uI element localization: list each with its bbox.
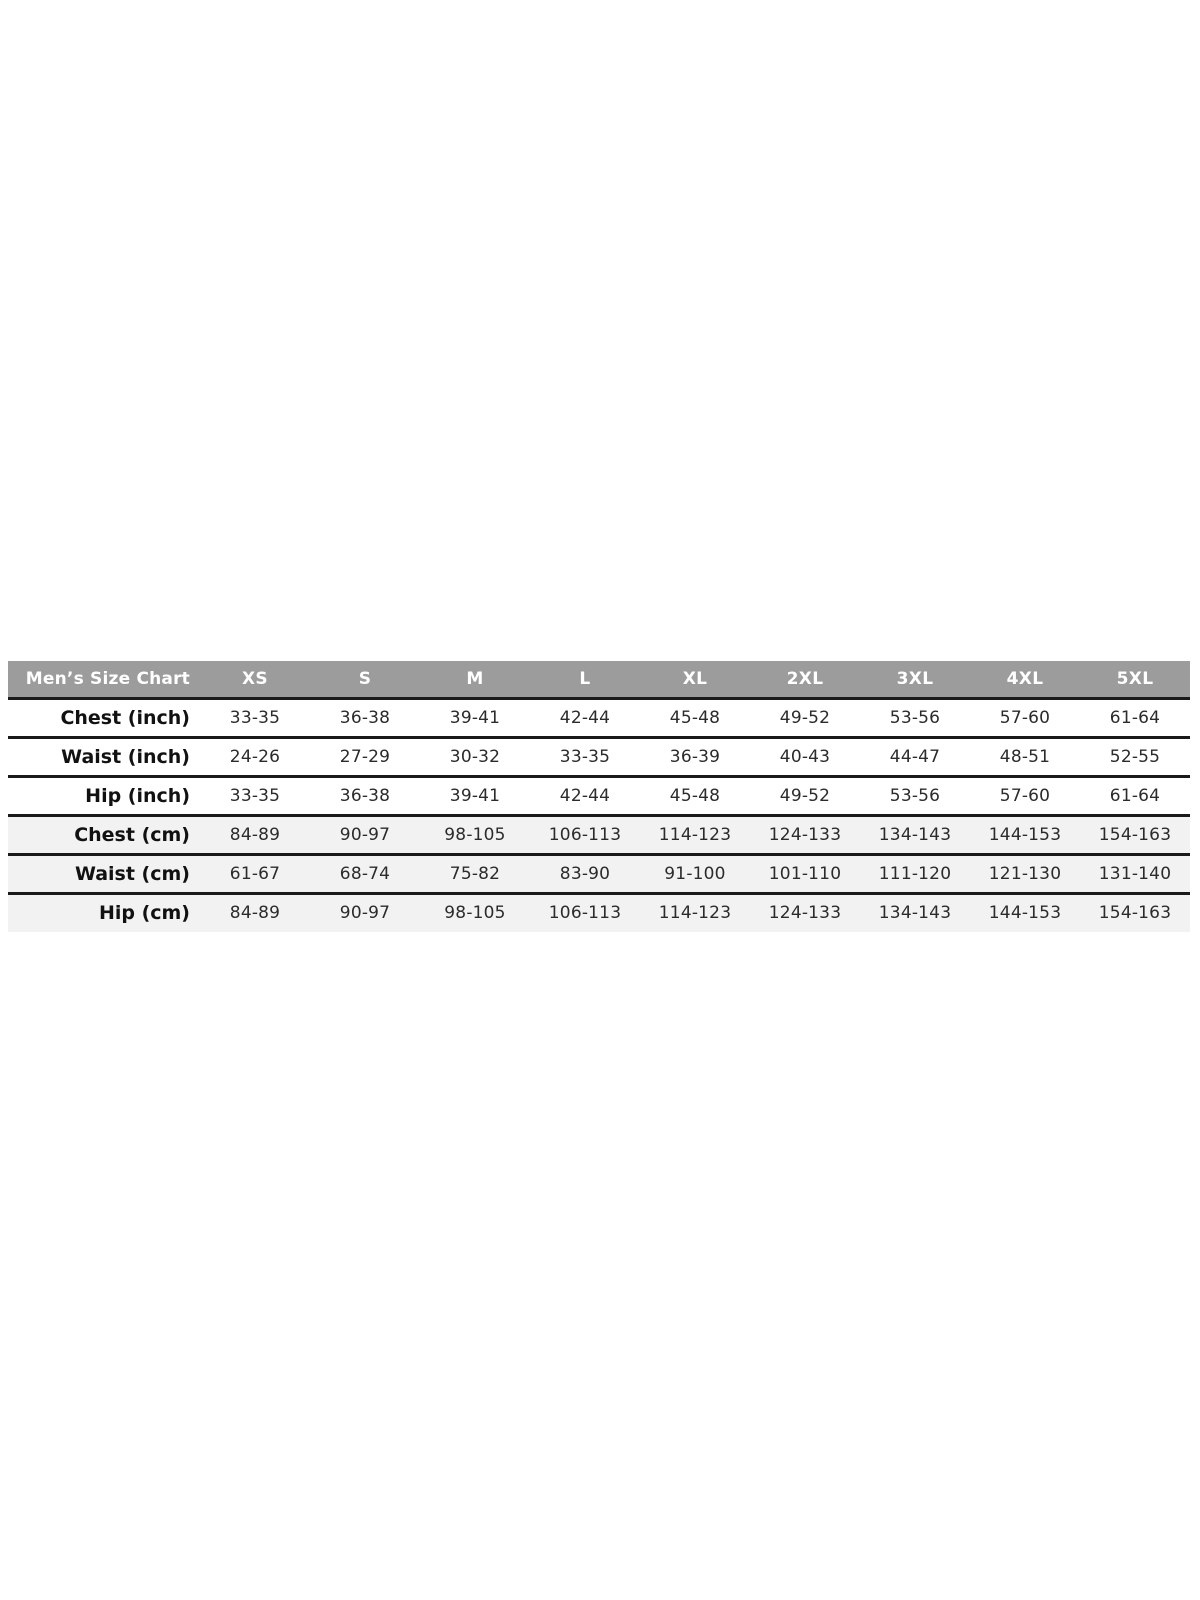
size-cell: 75-82 <box>449 863 501 884</box>
size-cell: 40-43 <box>779 746 831 767</box>
table-body <box>8 698 1190 932</box>
column-header-xl: XL <box>682 668 708 689</box>
size-cell: 68-74 <box>339 863 391 884</box>
size-cell: 53-56 <box>889 785 941 806</box>
row-label: Chest (cm) <box>74 823 190 846</box>
size-cell: 53-56 <box>889 707 941 728</box>
size-cell: 90-97 <box>339 903 391 924</box>
size-cell: 42-44 <box>559 707 611 728</box>
size-cell: 36-38 <box>339 785 391 806</box>
size-cell: 106-113 <box>548 903 622 924</box>
size-cell: 52-55 <box>1109 746 1161 767</box>
table-row <box>8 854 1190 893</box>
size-cell: 91-100 <box>664 863 726 884</box>
table-row <box>8 893 1190 932</box>
row-label: Chest (inch) <box>60 706 190 729</box>
column-header-m: M <box>466 668 484 689</box>
column-header-l: L <box>579 668 591 689</box>
column-header-s: S <box>358 668 372 689</box>
size-cell: 124-133 <box>768 903 842 924</box>
size-cell: 44-47 <box>889 746 941 767</box>
table-title: Men’s Size Chart <box>25 668 190 689</box>
size-cell: 114-123 <box>658 903 732 924</box>
size-cell: 134-143 <box>878 824 952 845</box>
column-header-5xl: 5XL <box>1116 668 1154 689</box>
size-cell: 33-35 <box>559 746 611 767</box>
size-cell: 101-110 <box>768 863 842 884</box>
row-label: Waist (inch) <box>61 745 190 768</box>
size-cell: 30-32 <box>449 746 501 767</box>
column-header-3xl: 3XL <box>896 668 934 689</box>
size-cell: 33-35 <box>229 707 281 728</box>
size-cell: 134-143 <box>878 903 952 924</box>
size-cell: 121-130 <box>988 863 1062 884</box>
size-cell: 114-123 <box>658 824 732 845</box>
size-cell: 36-38 <box>339 707 391 728</box>
size-cell: 39-41 <box>449 707 501 728</box>
size-cell: 24-26 <box>229 746 281 767</box>
size-cell: 111-120 <box>878 863 952 884</box>
column-header-2xl: 2XL <box>786 668 824 689</box>
size-cell: 90-97 <box>339 824 391 845</box>
size-cell: 98-105 <box>444 824 506 845</box>
size-cell: 36-39 <box>669 746 721 767</box>
size-cell: 144-153 <box>988 903 1062 924</box>
size-cell: 45-48 <box>669 707 721 728</box>
size-cell: 39-41 <box>449 785 501 806</box>
row-label: Hip (inch) <box>85 784 190 807</box>
size-cell: 98-105 <box>444 903 506 924</box>
size-cell: 42-44 <box>559 785 611 806</box>
size-cell: 49-52 <box>779 707 831 728</box>
table-row <box>8 698 1190 737</box>
size-cell: 57-60 <box>999 707 1051 728</box>
size-cell: 154-163 <box>1098 824 1172 845</box>
size-cell: 27-29 <box>339 746 391 767</box>
size-cell: 61-67 <box>229 863 281 884</box>
size-cell: 61-64 <box>1109 785 1161 806</box>
size-cell: 84-89 <box>229 903 281 924</box>
size-cell: 33-35 <box>229 785 281 806</box>
size-cell: 49-52 <box>779 785 831 806</box>
size-cell: 48-51 <box>999 746 1051 767</box>
size-cell: 61-64 <box>1109 707 1161 728</box>
size-chart-table <box>8 661 1190 932</box>
size-cell: 131-140 <box>1098 863 1172 884</box>
table-row <box>8 737 1190 776</box>
size-cell: 84-89 <box>229 824 281 845</box>
column-header-xs: XS <box>242 668 268 689</box>
table-header-row <box>8 661 1190 698</box>
column-header-4xl: 4XL <box>1006 668 1044 689</box>
table-row <box>8 776 1190 815</box>
row-label: Waist (cm) <box>74 862 190 885</box>
size-cell: 124-133 <box>768 824 842 845</box>
row-label: Hip (cm) <box>98 902 190 925</box>
size-cell: 154-163 <box>1098 903 1172 924</box>
size-cell: 83-90 <box>559 863 611 884</box>
size-cell: 106-113 <box>548 824 622 845</box>
size-cell: 45-48 <box>669 785 721 806</box>
size-cell: 57-60 <box>999 785 1051 806</box>
table-row <box>8 815 1190 854</box>
size-cell: 144-153 <box>988 824 1062 845</box>
